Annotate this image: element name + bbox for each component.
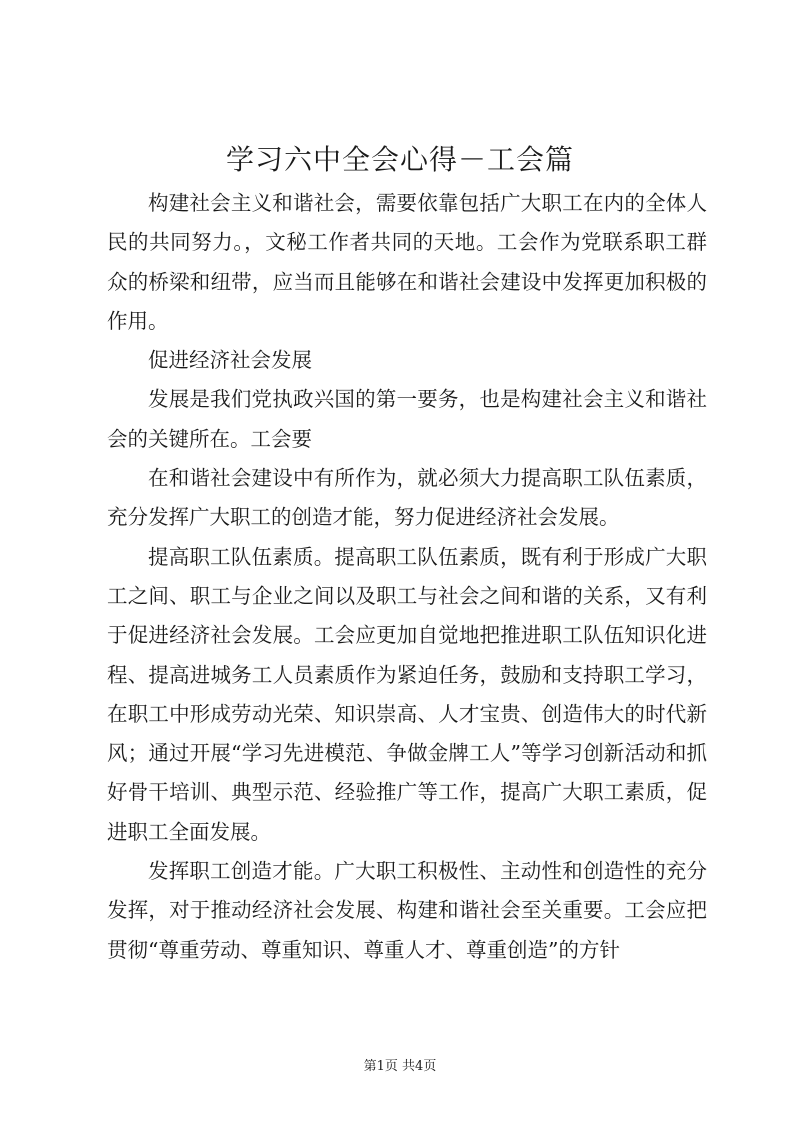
document-title: 学习六中全会心得－工会篇 — [225, 143, 574, 176]
paragraph: 在和谐社会建设中有所作为，就必须大力提高职工队伍素质，充分发挥广大职工的创造才能，努力促进经济社会发展。 — [107, 466, 707, 530]
paragraph: 提高职工队伍素质。提高职工队伍素质，既有利于形成广大职工之间、职工与企业之间以及职工与社会之间和谐的关系，又有利于促进经济社会发展。工会应更加自觉地把推进职工队伍知识化进程、提高进城务工人员素质作为紧迫任务，鼓励和支持职工学习，在职工中形成劳动光荣、知识崇高、人才宝贵、创造伟大的时代新风；通过开展“学习先进模范、争做金牌工人”等学习创新活动和抓好骨干培训、典型示范、经验推广等工作，提高广大职工素质，促进职工全面发展。 — [107, 544, 707, 844]
page-footer: 第1页 共4页 — [363, 1059, 437, 1074]
paragraph: 发展是我们党执政兴国的第一要务，也是构建社会主义和谐社会的关键所在。工会要 — [107, 387, 707, 451]
section-heading: 促进经济社会发展 — [148, 348, 312, 373]
paragraph: 发挥职工创造才能。广大职工积极性、主动性和创造性的充分发挥，对于推动经济社会发展、构建和谐社会至关重要。工会应把贯彻“尊重劳动、尊重知识、尊重人才、尊重创造”的方针 — [107, 859, 707, 962]
document-body — [107, 184, 707, 970]
paragraph: 构建社会主义和谐社会，需要依靠包括广大职工在内的全体人民的共同努力。，文秘工作者共同的天地。工会作为党联系职工群众的桥梁和纽带，应当而且能够在和谐社会建设中发挥更加积极的作用。 — [107, 191, 707, 333]
